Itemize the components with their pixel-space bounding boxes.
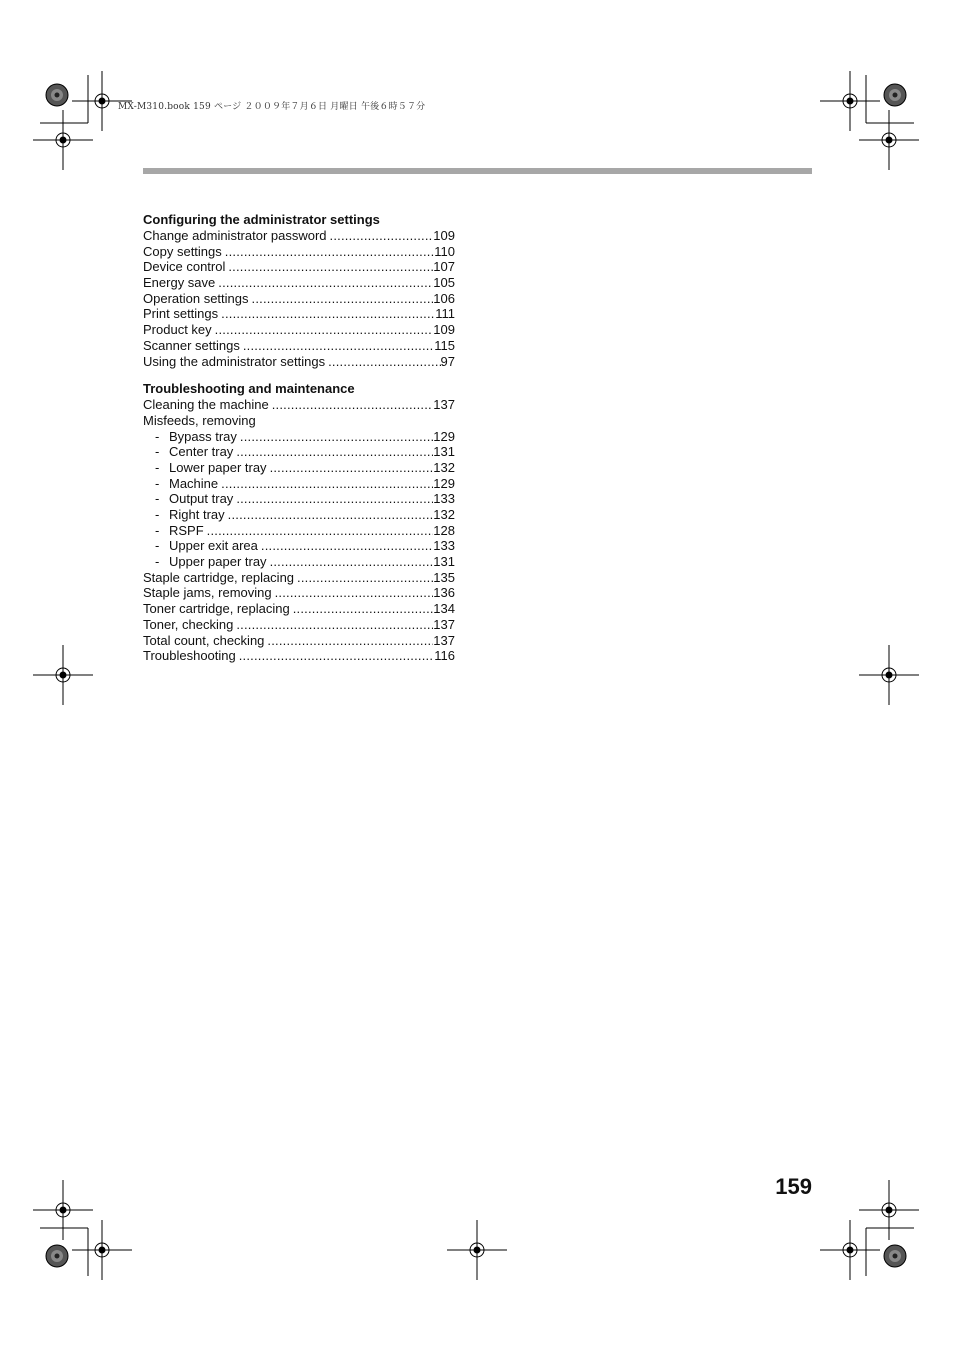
index-entry [143,633,455,649]
index-subentry: - Lower paper tray ..... 132 [143,460,455,476]
index-entry [143,354,455,370]
entry-page: 137 [433,632,455,648]
index-column [143,212,455,676]
entry-label: Output tray [169,491,234,507]
index-entry [143,259,455,275]
index-entry [143,617,455,633]
entry-label: Machine [169,475,219,491]
entry-page: 115 [434,337,455,353]
index-entry [143,291,455,307]
entry-page: 107 [433,259,455,275]
index-entry [143,570,455,586]
entry-label: Bypass tray [169,428,237,444]
index-entry [143,585,455,601]
entry-page: 137 [433,397,455,413]
index-entry [143,413,455,429]
entry-label: Lower paper tray [169,459,267,475]
index-entry [143,228,455,244]
index-subentry: - RSPF ..... 128 [143,523,455,539]
entry-label: Staple cartridge, replacing [143,569,295,585]
index-entry [143,397,455,413]
entry-label: Staple jams, removing [143,585,272,601]
entry-label: Center tray [169,444,234,460]
entry-page: 106 [433,290,455,306]
entry-page: 128 [433,522,455,538]
index-entry [143,601,455,617]
entry-page: 136 [433,585,455,601]
entry-page: 133 [433,538,455,554]
entry-label: Operation settings [143,290,249,306]
index-subentry: - Right tray ..... 132 [143,507,455,523]
entry-page: 135 [433,569,455,585]
index-entry [143,306,455,322]
index-subentry: - Upper exit area ..... 133 [143,538,455,554]
entry-page: 132 [433,459,455,475]
entry-label: Misfeeds, removing [143,412,256,428]
index-subentry: - Upper paper tray ..... 131 [143,554,455,570]
entry-label: Energy save [143,275,216,291]
print-slug: MX-M310.book 159 ページ ２００９年７月６日 月曜日 午後６時５７分 [118,102,426,112]
header-rule [143,168,812,174]
entry-page: 116 [434,648,455,664]
index-entry [143,275,455,291]
index-subentry: - Output tray ..... 133 [143,491,455,507]
index-section-troubleshooting [143,381,455,664]
entry-label: Print settings [143,306,219,322]
section-heading: Configuring the administrator settings [143,212,380,227]
entry-page: 109 [433,228,455,243]
entry-label: Device control [143,259,226,275]
entry-label: Troubleshooting [143,648,236,664]
entry-page: 134 [433,601,455,617]
entry-page: 131 [433,554,455,570]
index-section-admin [143,212,455,369]
section-heading: Troubleshooting and maintenance [143,381,355,397]
entry-label: Cleaning the machine [143,397,269,413]
entry-page: 133 [433,491,455,507]
entry-label: Total count, checking [143,632,265,648]
entry-label: Copy settings [143,243,222,259]
entry-page: 129 [433,475,455,491]
entry-page: 97 [440,353,455,369]
entry-page: 131 [433,444,455,460]
entry-page: 105 [433,275,455,291]
entry-label: Upper paper tray [169,554,267,570]
entry-page: 111 [435,306,455,322]
entry-label: RSPF [169,522,204,538]
entry-page: 132 [433,507,455,522]
entry-page: 129 [433,428,455,444]
entry-page: 109 [433,322,455,338]
entry-label: Right tray [169,507,225,522]
index-subentry: - Bypass tray ..... 129 [143,429,455,445]
entry-label: Scanner settings [143,337,240,353]
page-number: 159 [775,1174,812,1199]
index-entry [143,648,455,664]
entry-label: Using the administrator settings [143,353,326,369]
index-entry [143,244,455,260]
entry-label: Upper exit area [169,538,258,554]
index-subentry: - Center tray ..... 131 [143,444,455,460]
index-entry [143,338,455,354]
entry-label: Product key [143,322,212,338]
entry-page: 110 [434,243,455,259]
entry-label: Toner, checking [143,616,234,632]
index-entry [143,322,455,338]
entry-page: 137 [433,616,455,632]
index-subentry: - Machine ..... 129 [143,476,455,492]
entry-label: Toner cartridge, replacing [143,601,290,617]
entry-label: Change administrator password [143,228,327,243]
